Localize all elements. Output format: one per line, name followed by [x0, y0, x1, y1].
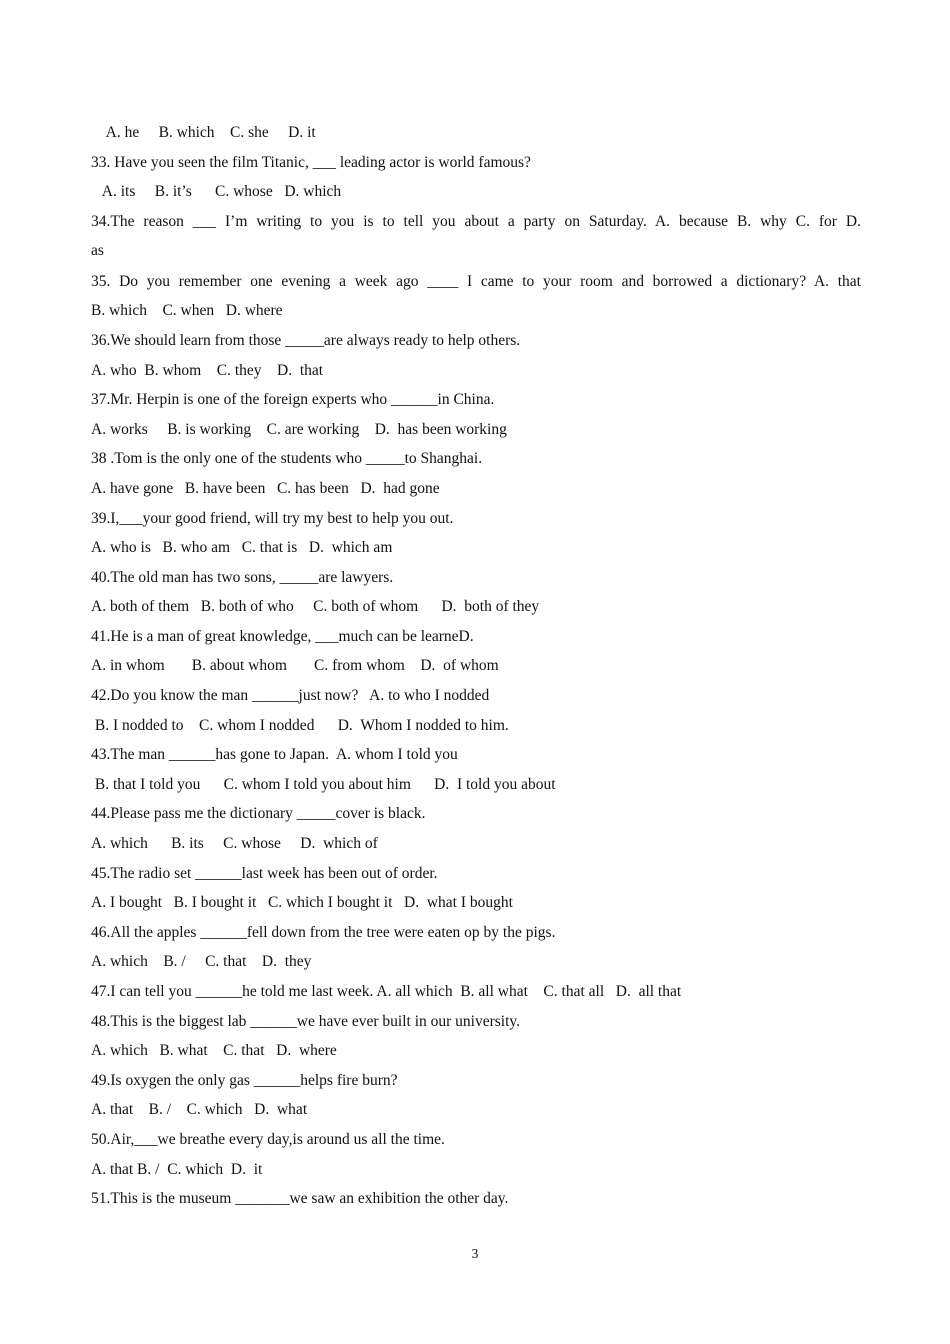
text-line: A. which B. its C. whose D. which of [91, 835, 378, 853]
text-line: A. which B. / C. that D. they [91, 953, 312, 971]
text-line: 38 .Tom is the only one of the students who _____to Shanghai. [91, 450, 483, 468]
question-list [91, 122, 861, 1218]
text-line: B. which C. when D. where [91, 302, 283, 320]
text-line: 45.The radio set ______last week has been out of order. [91, 864, 438, 882]
text-line: 41.He is a man of great knowledge, ___much can be learneD. [91, 627, 474, 645]
text-line: A. that B. / C. which D. what [91, 1101, 308, 1119]
text-line: 33. Have you seen the film Titanic, ___ leading actor is world famous? [91, 153, 531, 171]
text-line: 48.This is the biggest lab ______we have ever built in our university. [91, 1012, 521, 1030]
text-line: 36.We should learn from those _____are always ready to help others. [91, 331, 521, 349]
text-line: 39.I,___your good friend, will try my best to help you out. [91, 509, 454, 527]
text-line: B. that I told you C. whom I told you about him D. I told you about [91, 775, 556, 793]
text-line: 47.I can tell you ______he told me last week. A. all which B. all what C. that all D. all that [91, 983, 682, 1001]
text-line: A. have gone B. have been C. has been D. had gone [91, 479, 440, 497]
text-line: 37.Mr. Herpin is one of the foreign experts who ______in China. [91, 391, 495, 409]
text-line: 44.Please pass me the dictionary _____cover is black. [91, 805, 426, 823]
text-line: A. I bought B. I bought it C. which I bought it D. what I bought [91, 894, 513, 912]
text-line: B. I nodded to C. whom I nodded D. Whom I nodded to him. [91, 716, 509, 734]
text-line: A. which B. what C. that D. where [91, 1042, 337, 1060]
text-line: 50.Air,___we breathe every day,is around us all the time. [91, 1130, 445, 1148]
text-line: A. who is B. who am C. that is D. which am [91, 539, 393, 557]
text-line: as [91, 242, 104, 260]
text-line: A. he B. which C. she D. it [91, 124, 316, 141]
text-line: 35. Do you remember one evening a week ago ____ I came to your room and borrowed a dictionary? A. that [91, 272, 861, 290]
text-line: A. its B. it’s C. whose D. which [91, 183, 342, 201]
text-line: 34.The reason ___ I’m writing to you is to tell you about a party on Saturday. A. because B. why C. for D. [91, 212, 861, 230]
text-line: 40.The old man has two sons, _____are lawyers. [91, 568, 394, 586]
text-line: A. works B. is working C. are working D. has been working [91, 420, 507, 438]
text-line: A. that B. / C. which D. it [91, 1160, 263, 1178]
text-line: 43.The man ______has gone to Japan. A. whom I told you [91, 746, 458, 764]
text-line: 51.This is the museum _______we saw an exhibition the other day. [91, 1190, 509, 1208]
text-line: 46.All the apples ______fell down from the tree were eaten op by the pigs. [91, 923, 556, 941]
text-line: A. in whom B. about whom C. from whom D. of whom [91, 657, 499, 675]
text-line: A. who B. whom C. they D. that [91, 361, 324, 379]
page-number: 3 [471, 1246, 479, 1261]
text-line: A. both of them B. both of who C. both of whom D. both of they [91, 598, 540, 616]
text-line: 49.Is oxygen the only gas ______helps fire burn? [91, 1071, 398, 1089]
text-line: 42.Do you know the man ______just now? A. to who I nodded [91, 687, 490, 705]
